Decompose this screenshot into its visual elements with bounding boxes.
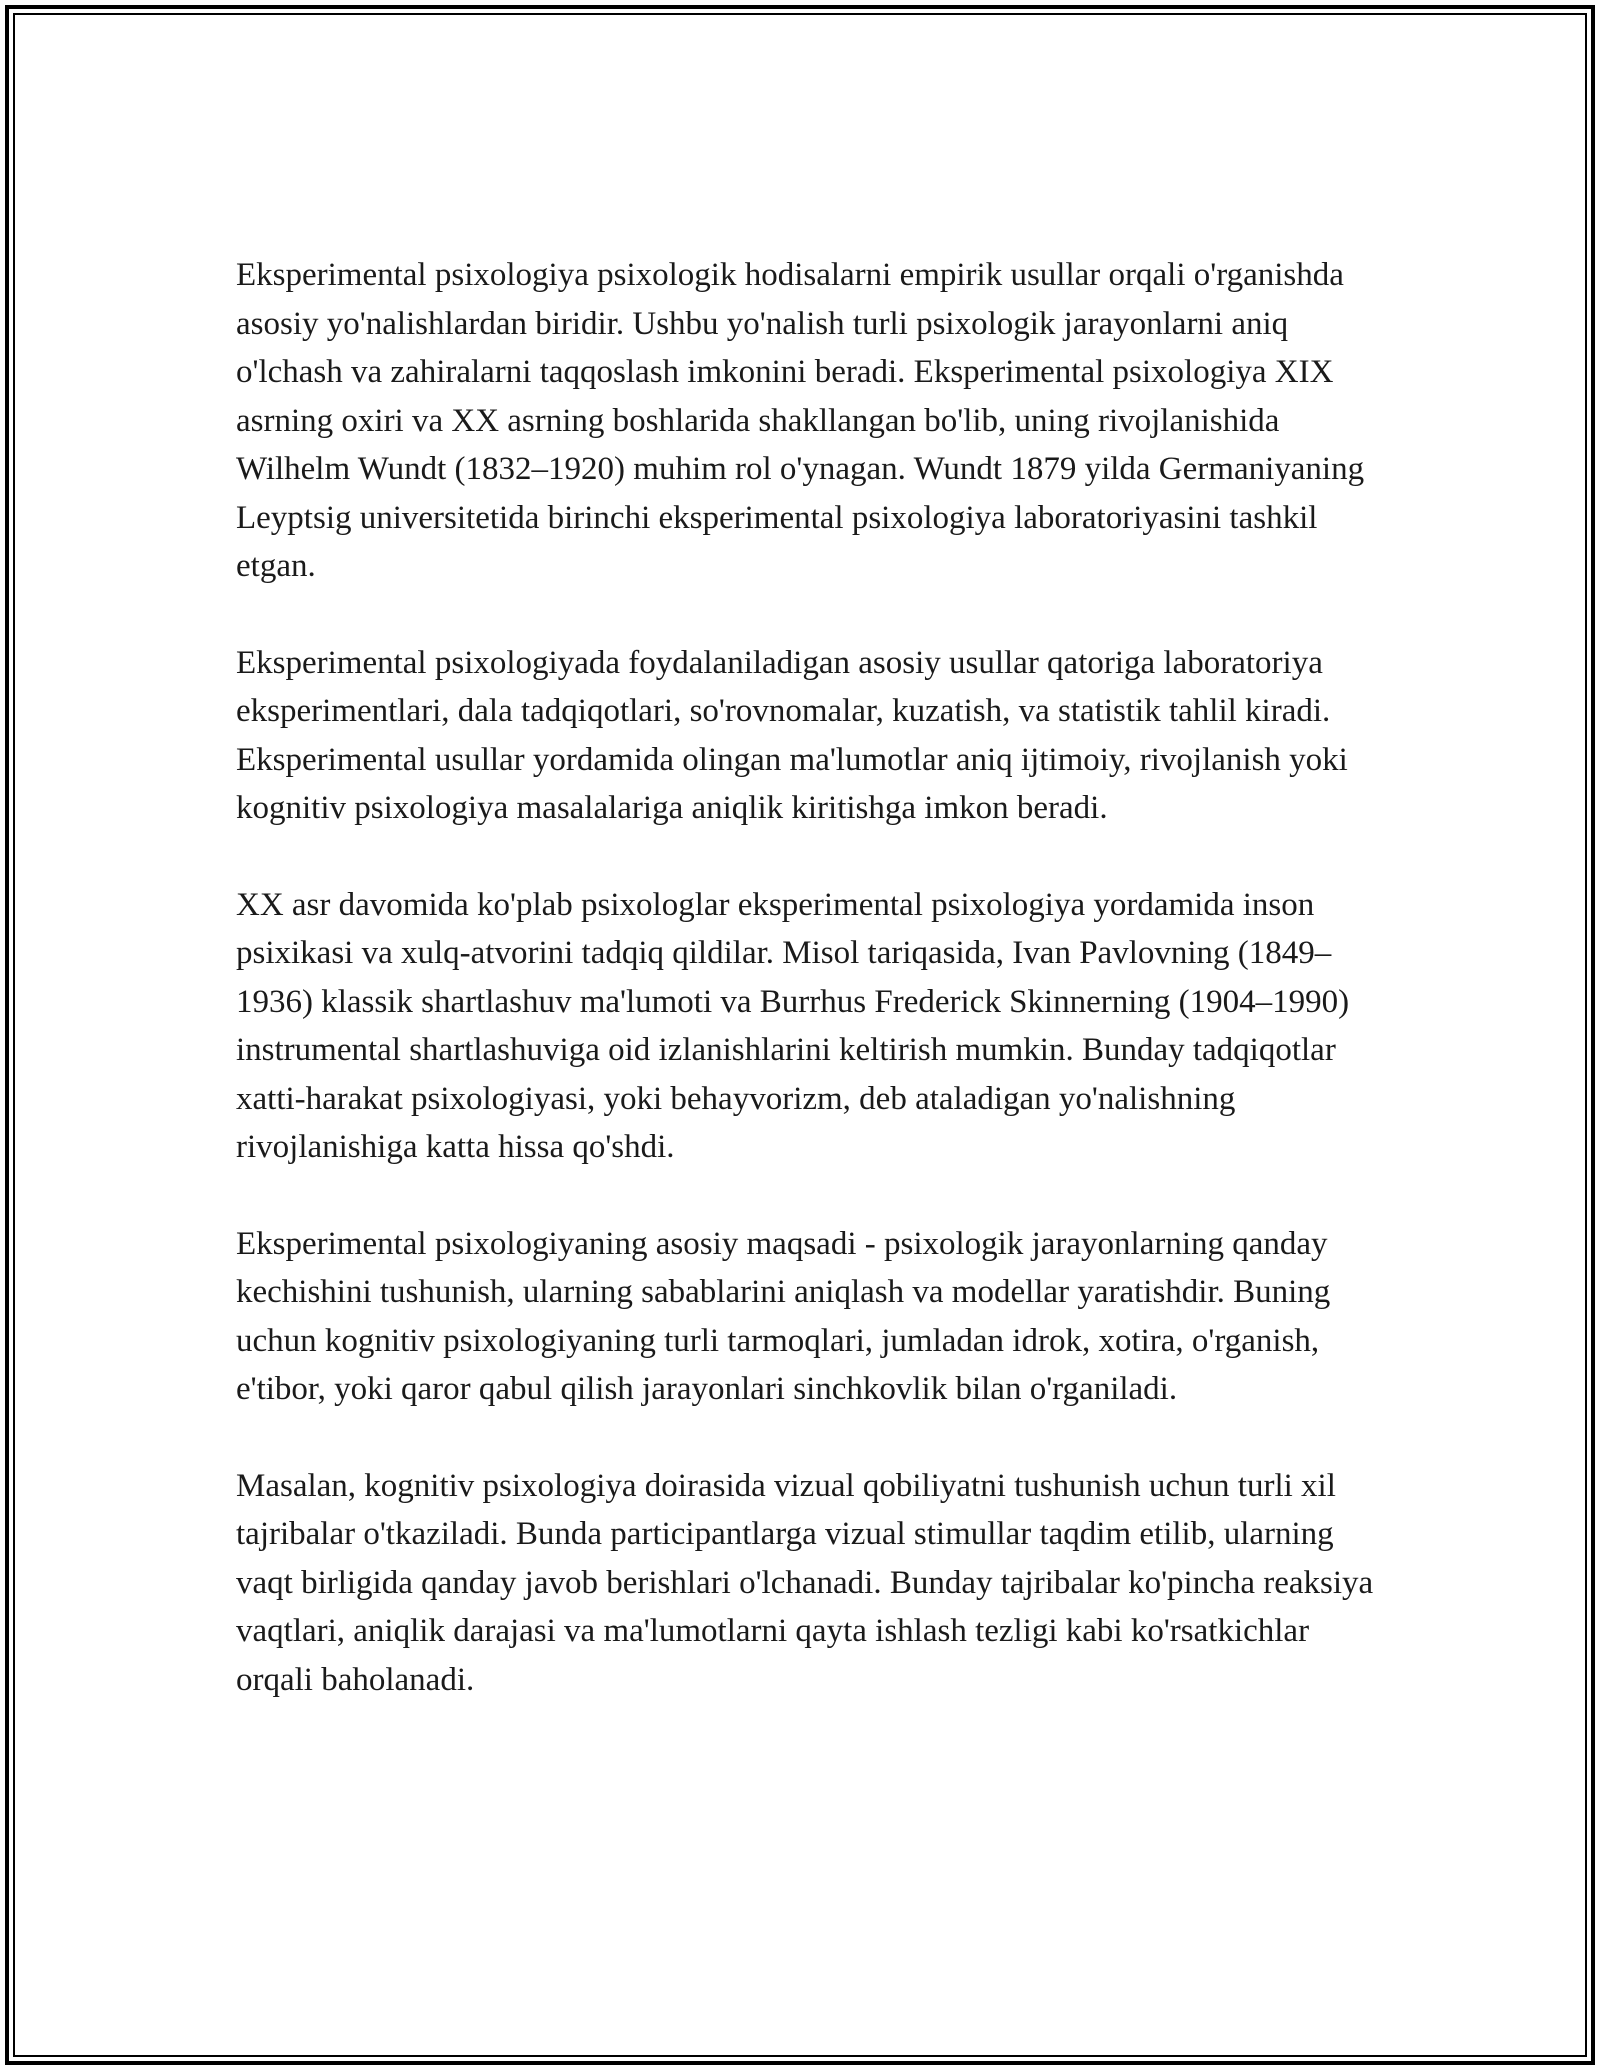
document-body: [236, 251, 1376, 1752]
paragraph: Masalan, kognitiv psixologiya doirasida vizual qobiliyatni tushunish uchun turli xil tajribalar o'tkaziladi. Bunda participantlarga vizual stimullar taqdim etilib, ularning vaqt birligida qanday javob berishlari o'lchanadi. Bunday tajribalar ko'pincha reaksiya vaqtlari, aniqlik darajasi va ma'lumotlarni qayta ishlash tezligi kabi ko'rsatkichlar orqali baholanadi.: [236, 1467, 1374, 1698]
paragraph: XX asr davomida ko'plab psixologlar eksperimental psixologiya yordamida inson psixikasi va xulq-atvorini tadqiq qildilar. Misol tariqasida, Ivan Pavlovning (1849–1936) klassik shartlashuv ma'lumoti va Burrhus Frederick Skinnerning (1904–1990) instrumental shartlashuviga oid izlanishlarini keltirish mumkin. Bunday tadqiqotlar xatti-harakat psixologiyasi, yoki behayvorizm, deb ataladigan yo'nalishning rivojlanishiga katta hissa qo'shdi.: [236, 886, 1350, 1165]
paragraph: Eksperimental psixologiyada foydalaniladigan asosiy usullar qatoriga laboratoriya eksperimentlari, dala tadqiqotlari, so'rovnomalar, kuzatish, va statistik tahlil kiradi. Eksperimental usullar yordamida olingan ma'lumotlar aniq ijtimoiy, rivojlanish yoki kognitiv psixologiya masalalariga aniqlik kiritishga imkon beradi.: [236, 644, 1348, 826]
paragraph: Eksperimental psixologiyaning asosiy maqsadi - psixologik jarayonlarning qanday kechishini tushunish, ularning sabablarini aniqlash va modellar yaratishdir. Buning uchun kognitiv psixologiyaning turli tarmoqlari, jumladan idrok, xotira, o'rganish, e'tibor, yoki qaror qabul qilish jarayonlari sinchkovlik bilan o'rganiladi.: [236, 1225, 1331, 1407]
paragraph: Eksperimental psixologiya psixologik hodisalarni empirik usullar orqali o'rganishda asosiy yo'nalishlardan biridir. Ushbu yo'nalish turli psixologik jarayonlarni aniq o'lchash va zahiralarni taqqoslash imkonini beradi. Eksperimental psixologiya XIX asrning oxiri va XX asrning boshlarida shakllangan bo'lib, uning rivojlanishida Wilhelm Wundt (1832–1920) muhim rol o'ynagan. Wundt 1879 yilda Germaniyaning Leyptsig universitetida birinchi eksperimental psixologiya laboratoriyasini tashkil etgan.: [236, 257, 1365, 584]
